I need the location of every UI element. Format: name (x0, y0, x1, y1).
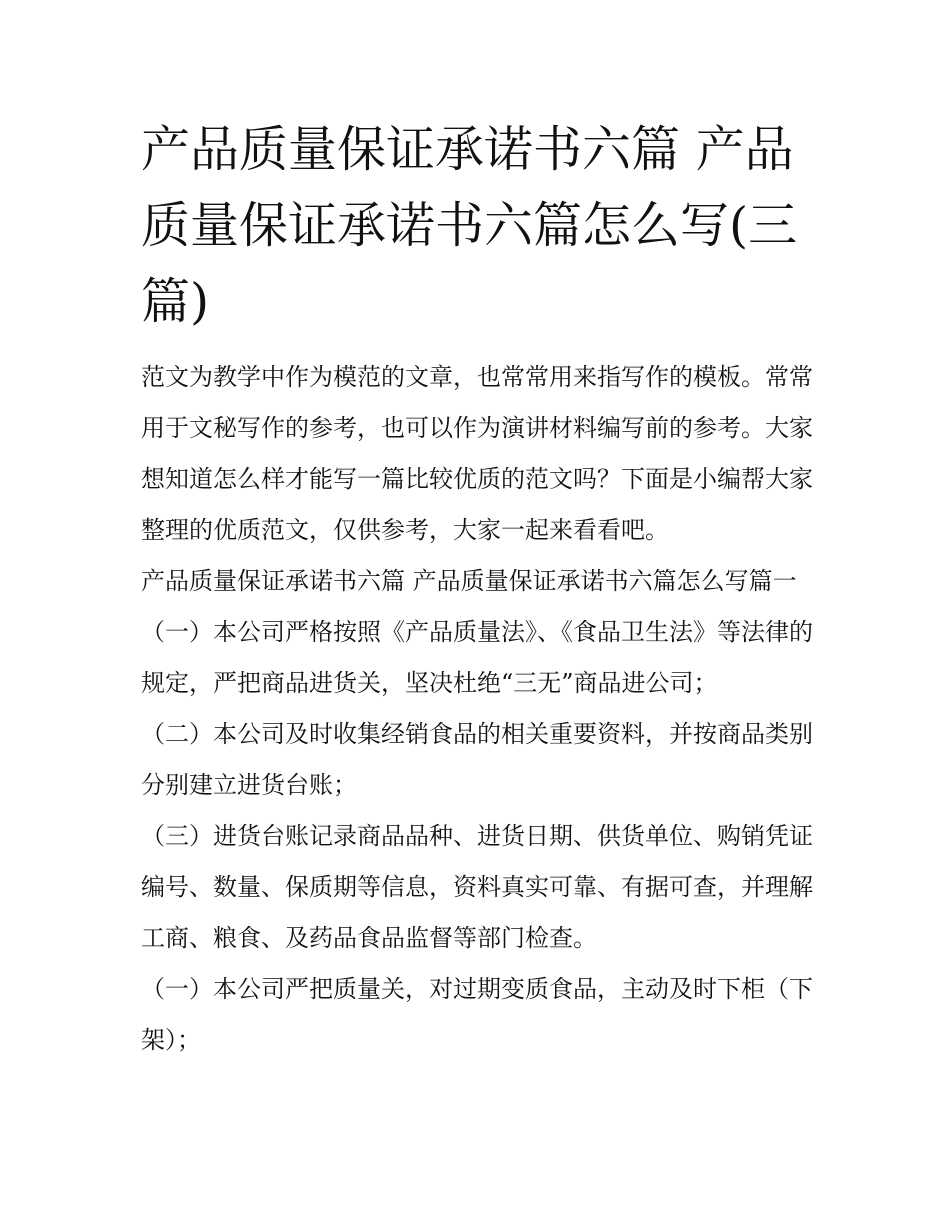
list-item: （一）本公司严格按照《产品质量法》、《食品卫生法》等法律的规定，严把商品进货关，坚决杜绝“三无”商品进公司； (141, 618, 813, 697)
list-item: （一）本公司严把质量关，对过期变质食品，主动及时下柜（下架）； (141, 975, 813, 1054)
intro-paragraph: 范文为教学中作为模范的文章，也常常用来指写作的模板。常常用于文秘写作的参考，也可以作为演讲材料编写前的参考。大家想知道怎么样才能写一篇比较优质的范文吗？下面是小编帮大家整理的优质范文，仅供参考，大家一起来看看吧。 (141, 363, 813, 544)
list-item: （二）本公司及时收集经销食品的相关重要资料，并按商品类别分别建立进货台账； (141, 720, 813, 799)
document-page (141, 112, 813, 1066)
list-item: （三）进货台账记录商品品种、进货日期、供货单位、购销凭证编号、数量、保质期等信息，资料真实可靠、有据可查，并理解工商、粮食、及药品食品监督等部门检查。 (141, 822, 813, 952)
section-heading: 产品质量保证承诺书六篇 产品质量保证承诺书六篇怎么写篇一 (141, 567, 797, 595)
document-title: 产品质量保证承诺书六篇 产品质量保证承诺书六篇怎么写(三篇) (141, 121, 798, 330)
